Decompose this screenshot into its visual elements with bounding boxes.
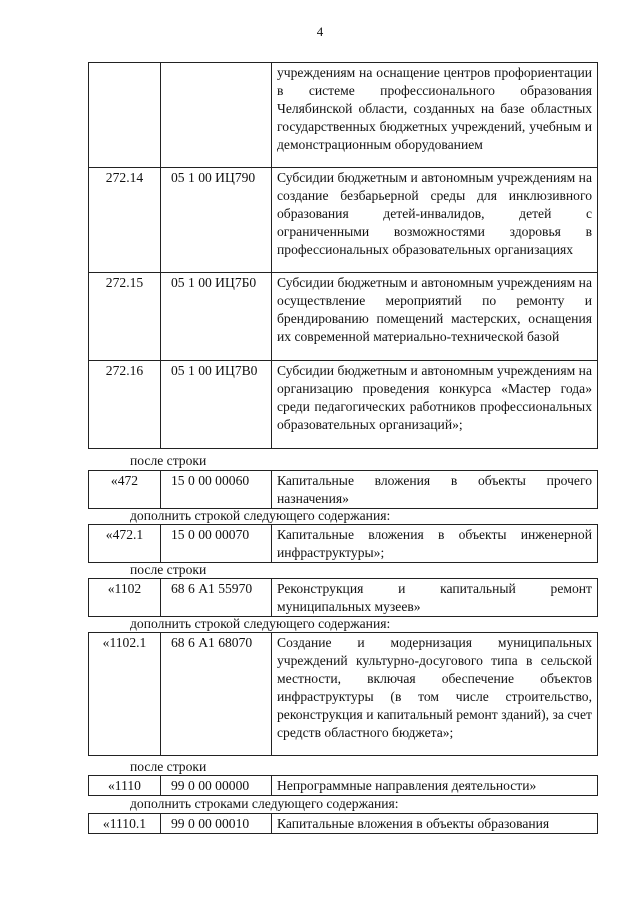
budget-code-cell bbox=[161, 63, 272, 168]
description-cell: учреждениям на оснащение центров профориентации в системе профессионального образования Челябинской области, созданных на базе областных государственных бюджетных учреждений, учебным и демонстрационным оборудованием bbox=[272, 63, 598, 168]
table-row bbox=[89, 471, 598, 509]
instruction-add-row: дополнить строкой следующего содержания: bbox=[130, 508, 391, 523]
budget-code-cell: 15 0 00 00070 bbox=[161, 525, 272, 563]
table-row bbox=[89, 633, 598, 756]
description-cell: Капитальные вложения в объекты инженерной инфраструктуры»; bbox=[272, 525, 598, 563]
table-row-1102-1 bbox=[88, 632, 598, 756]
budget-code-cell: 68 6 А1 68070 bbox=[161, 633, 272, 756]
table-row-1102 bbox=[88, 578, 598, 617]
instruction-add-row: дополнить строкой следующего содержания: bbox=[130, 616, 391, 631]
table-row-1110 bbox=[88, 775, 598, 796]
table-row bbox=[89, 361, 598, 449]
instruction-after-row: после строки bbox=[130, 759, 207, 774]
table-row-1110-1 bbox=[88, 813, 598, 834]
row-number-cell: 272.14 bbox=[89, 168, 161, 273]
description-cell: Капитальные вложения в объекты прочего назначения» bbox=[272, 471, 598, 509]
instruction-after-row: после строки bbox=[130, 562, 207, 577]
table-row bbox=[89, 814, 598, 834]
row-number-cell: «1102 bbox=[89, 579, 161, 617]
table-row bbox=[89, 776, 598, 796]
budget-code-cell: 99 0 00 00010 bbox=[161, 814, 272, 834]
row-number-cell: «1110 bbox=[89, 776, 161, 796]
description-cell: Создание и модернизация муниципальных учреждений культурно-досугового типа в сельской местности, включая обеспечение объектов инфраструктуры (в том числе строительство, реконструкция и капитальный ремонт зданий), за счет средств областного бюджета»; bbox=[272, 633, 598, 756]
row-number-cell: «472.1 bbox=[89, 525, 161, 563]
table-row bbox=[89, 63, 598, 168]
row-number-cell: «472 bbox=[89, 471, 161, 509]
row-number-cell bbox=[89, 63, 161, 168]
table-row bbox=[89, 273, 598, 361]
table-row bbox=[89, 579, 598, 617]
row-number-cell: 272.15 bbox=[89, 273, 161, 361]
description-cell: Непрограммные направления деятельности» bbox=[272, 776, 598, 796]
budget-code-cell: 05 1 00 ИЦ790 bbox=[161, 168, 272, 273]
main-budget-table bbox=[88, 62, 598, 449]
row-number-cell: «1102.1 bbox=[89, 633, 161, 756]
page-number: 4 bbox=[316, 24, 324, 39]
table-row-472 bbox=[88, 470, 598, 509]
description-cell: Субсидии бюджетным и автономным учреждениям на осуществление мероприятий по ремонту и брендированию помещений мастерских, оснащения их современной материально-технической базой bbox=[272, 273, 598, 361]
budget-code-cell: 99 0 00 00000 bbox=[161, 776, 272, 796]
instruction-after-row: после строки bbox=[130, 453, 207, 468]
budget-code-cell: 05 1 00 ИЦ7Б0 bbox=[161, 273, 272, 361]
description-cell: Реконструкция и капитальный ремонт муниципальных музеев» bbox=[272, 579, 598, 617]
table-row bbox=[89, 525, 598, 563]
description-cell: Субсидии бюджетным и автономным учреждениям на организацию проведения конкурса «Мастер года» среди педагогических работников профессиональных образовательных организаций»; bbox=[272, 361, 598, 449]
row-number-cell: «1110.1 bbox=[89, 814, 161, 834]
row-number-cell: 272.16 bbox=[89, 361, 161, 449]
budget-code-cell: 68 6 А1 55970 bbox=[161, 579, 272, 617]
budget-code-cell: 15 0 00 00060 bbox=[161, 471, 272, 509]
description-cell: Капитальные вложения в объекты образования bbox=[272, 814, 598, 834]
instruction-add-rows: дополнить строками следующего содержания: bbox=[130, 796, 399, 811]
table-row-472-1 bbox=[88, 524, 598, 563]
description-cell: Субсидии бюджетным и автономным учреждениям на создание безбарьерной среды для инклюзивного образования детей-инвалидов, детей с ограниченными возможностями здоровья в профессиональных образовательных организациях bbox=[272, 168, 598, 273]
table-row bbox=[89, 168, 598, 273]
budget-code-cell: 05 1 00 ИЦ7В0 bbox=[161, 361, 272, 449]
